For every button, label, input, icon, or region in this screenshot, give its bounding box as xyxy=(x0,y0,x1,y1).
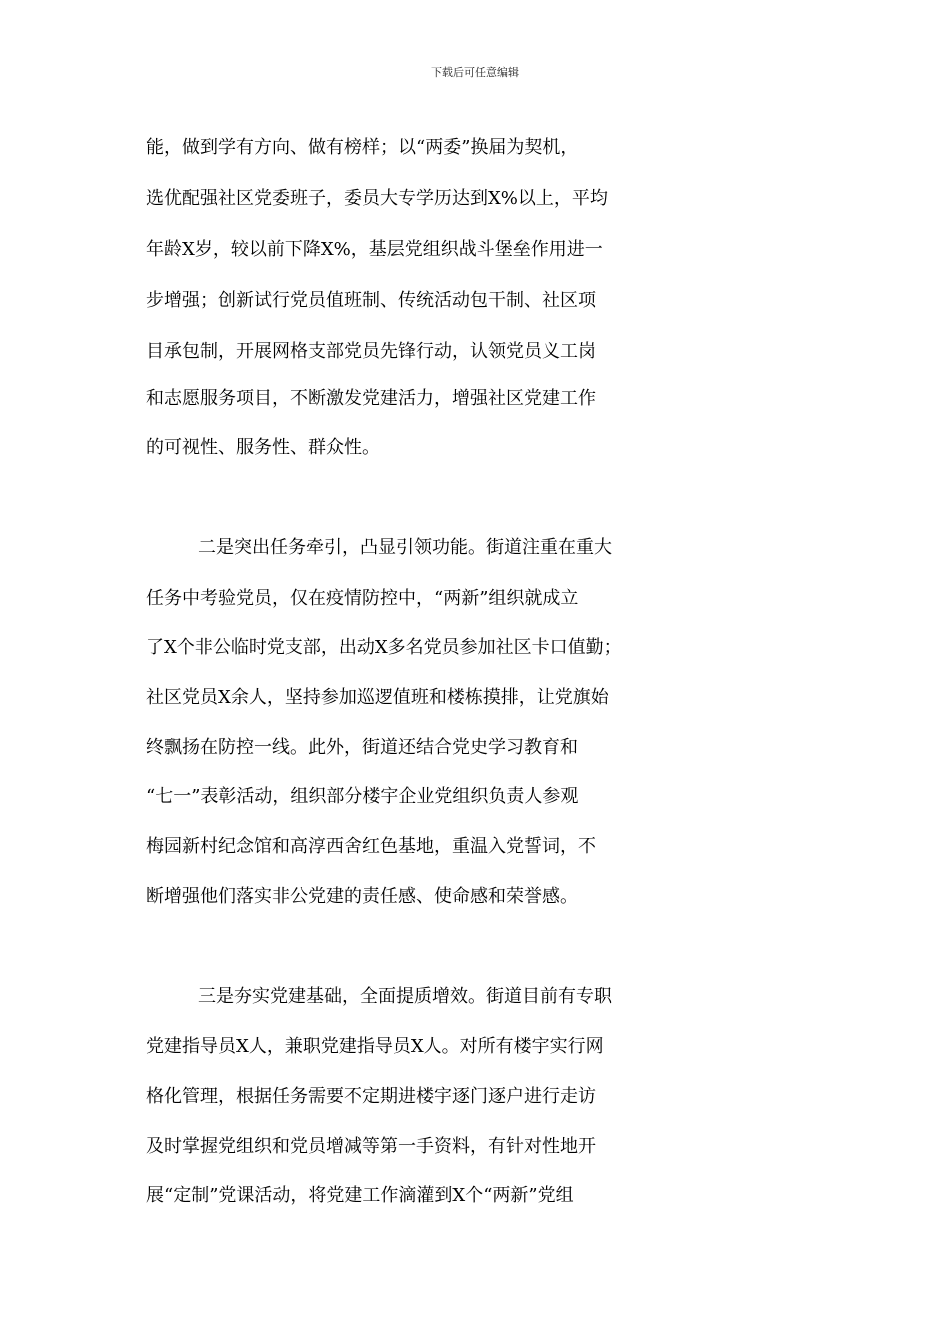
text-line: 和志愿服务项目，不断激发党建活力，增强社区党建工作 xyxy=(146,388,596,409)
text-line: 的可视性、服务性、群众性。 xyxy=(146,437,380,458)
text-line: 任务中考验党员，仅在疫情防控中，“两新”组织就成立 xyxy=(146,588,579,609)
text-line: 了X个非公临时党支部，出动X多名党员参加社区卡口值勤； xyxy=(146,637,622,658)
text-line: 选优配强社区党委班子，委员大专学历达到X%以上，平均 xyxy=(146,188,608,209)
text-line: 步增强；创新试行党员值班制、传统活动包干制、社区项 xyxy=(146,290,596,311)
text-line: 梅园新村纪念馆和高淳西舍红色基地，重温入党誓词，不 xyxy=(146,836,596,857)
text-line: 三是夯实党建基础，全面提质增效。街道目前有专职 xyxy=(198,986,612,1007)
text-line: 断增强他们落实非公党建的责任感、使命感和荣誉感。 xyxy=(146,886,578,907)
text-line: 党建指导员X人，兼职党建指导员X人。对所有楼宇实行网 xyxy=(146,1036,604,1057)
text-line: 年龄X岁，较以前下降X%，基层党组织战斗堡垒作用进一 xyxy=(146,239,603,260)
text-line: 及时掌握党组织和党员增减等第一手资料，有针对性地开 xyxy=(146,1136,596,1157)
text-line: 二是突出任务牵引，凸显引领功能。街道注重在重大 xyxy=(198,537,612,558)
text-line: 终飘扬在防控一线。此外，街道还结合党史学习教育和 xyxy=(146,737,578,758)
text-line: “七一”表彰活动，组织部分楼宇企业党组织负责人参观 xyxy=(146,786,579,807)
text-line: 展“定制”党课活动，将党建工作滴灌到X个“两新”党组 xyxy=(146,1185,574,1206)
text-line: 格化管理，根据任务需要不定期进楼宇逐门逐户进行走访 xyxy=(146,1086,596,1107)
text-line: 社区党员X余人，坚持参加巡逻值班和楼栋摸排，让党旗始 xyxy=(146,687,609,708)
page-header: 下载后可任意编辑 xyxy=(431,66,519,79)
text-line: 目承包制，开展网格支部党员先锋行动，认领党员义工岗 xyxy=(146,341,596,362)
text-line: 能，做到学有方向、做有榜样；以“两委”换届为契机， xyxy=(146,137,579,158)
